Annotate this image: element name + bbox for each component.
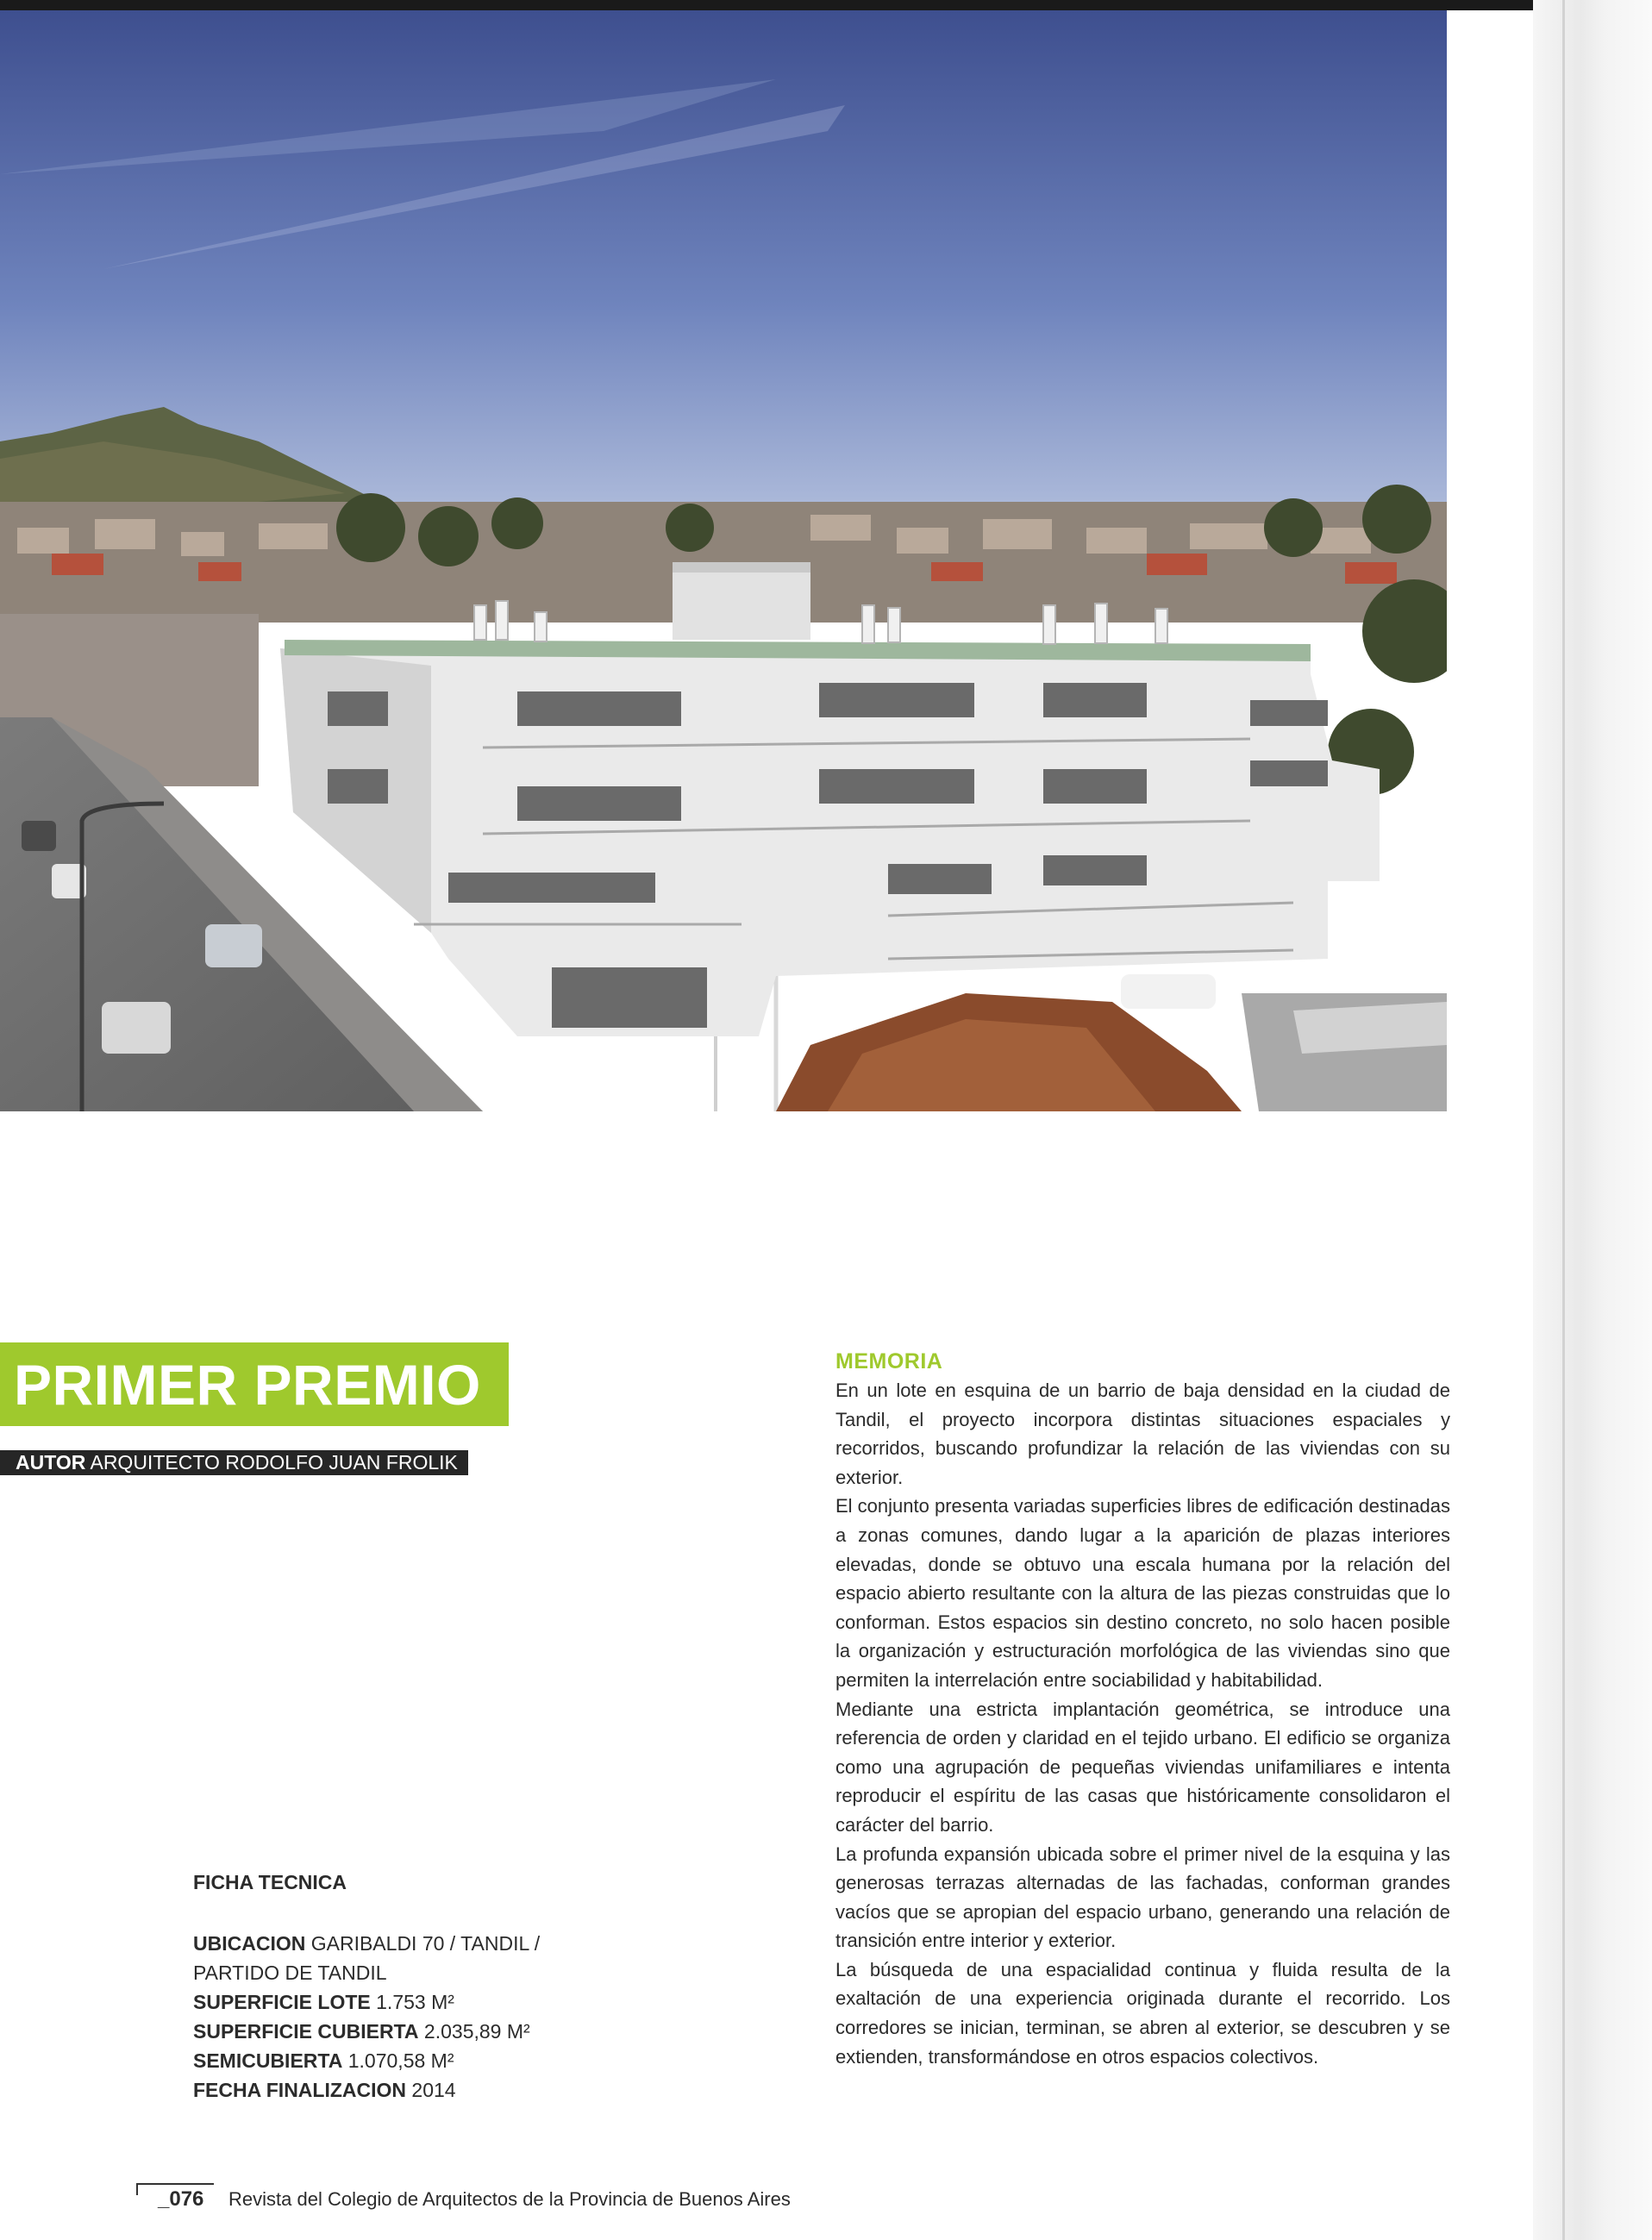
award-title: PRIMER PREMIO (14, 1353, 481, 1417)
ficha-label: FECHA FINALIZACION (193, 2079, 407, 2101)
ficha-label: SUPERFICIE CUBIERTA (193, 2020, 419, 2043)
ficha-row (193, 2017, 676, 2046)
ficha-row (193, 1929, 676, 1958)
ficha-value: 2.035,89 M² (418, 2020, 530, 2043)
ficha-value: PARTIDO DE TANDIL (193, 1962, 387, 1984)
ficha-row (193, 2046, 676, 2075)
footer-corner-mark (136, 2183, 214, 2185)
page-number: _076 (158, 2187, 204, 2211)
ficha-value: 1.070,58 M² (342, 2049, 454, 2072)
memoria-paragraph: La búsqueda de una espacialidad continua y fluida resulta de la exaltación de una experiencia originada durante el recorrido. Los corredores se inician, terminan, se abren al exterior, se descubren y se extienden, transformándose en otros espacios colectivos. (835, 1958, 1450, 2068)
ficha-row (193, 1987, 676, 2017)
memoria-paragraph: En un lote en esquina de un barrio de baja densidad en la ciudad de Tandil, el proyecto incorpora distintas situaciones espaciales y recorridos, buscando profundizar la relación de las viviendas con su exterior. (835, 1380, 1450, 1488)
ficha-value: 1.753 M² (370, 1991, 454, 2013)
ficha-label: SUPERFICIE LOTE (193, 1991, 371, 2013)
page-edge-line (1562, 0, 1565, 2240)
ficha-row (193, 1958, 676, 1987)
ficha-value: 2014 (406, 2079, 456, 2101)
memoria-title: MEMORIA (835, 1349, 943, 1373)
ficha-title: FICHA TECNICA (193, 1871, 347, 1893)
building-photo (0, 10, 1447, 1111)
ficha-row (193, 2075, 676, 2105)
memoria-paragraph: La profunda expansión ubicada sobre el primer nivel de la esquina y las generosas terrazas alternadas de las fachadas, conforman grandes vacíos que se apropian del espacio urbano, generando una relación de transición entre interior y exterior. (835, 1843, 1450, 1952)
memoria-section (835, 1349, 1450, 2071)
scan-top-edge (0, 0, 1652, 10)
ficha-tecnica (193, 1871, 676, 2105)
memoria-paragraph: El conjunto presenta variadas superficies libres de edificación destinadas a zonas comunes, dando lugar a la aparición de plazas interiores elevadas, donde se obtuvo una escala humana por la relación del espacio abierto resultante con la altura de las piezas construidas que lo conforman. Estos espacios sin destino concreto, no solo hacen posible la organización y estructuración morfológica de las viviendas sino que permiten la interrelación entre sociabilidad y habitabilidad. (835, 1495, 1450, 1691)
ficha-label: SEMICUBIERTA (193, 2049, 343, 2072)
memoria-paragraph: Mediante una estricta implantación geométrica, se introduce una referencia de orden y claridad en el tejido urbano. El edificio se organiza como una agrupación de pequeñas viviendas unifamiliares e intenta reproducir el espíritu de las casas que históricamente consolidaron el carácter del barrio. (835, 1698, 1450, 1836)
page-edge-shadow (1533, 0, 1652, 2240)
footer-corner-mark (136, 2183, 138, 2195)
ficha-label: UBICACION (193, 1932, 306, 1955)
author-label: AUTOR (16, 1451, 86, 1474)
author-name: ARQUITECTO RODOLFO JUAN FROLIK (90, 1451, 458, 1474)
publication-name: Revista del Colegio de Arquitectos de la Provincia de Buenos Aires (228, 2188, 791, 2210)
author-line (16, 1451, 458, 1474)
ficha-value: GARIBALDI 70 / TANDIL / (305, 1932, 541, 1955)
